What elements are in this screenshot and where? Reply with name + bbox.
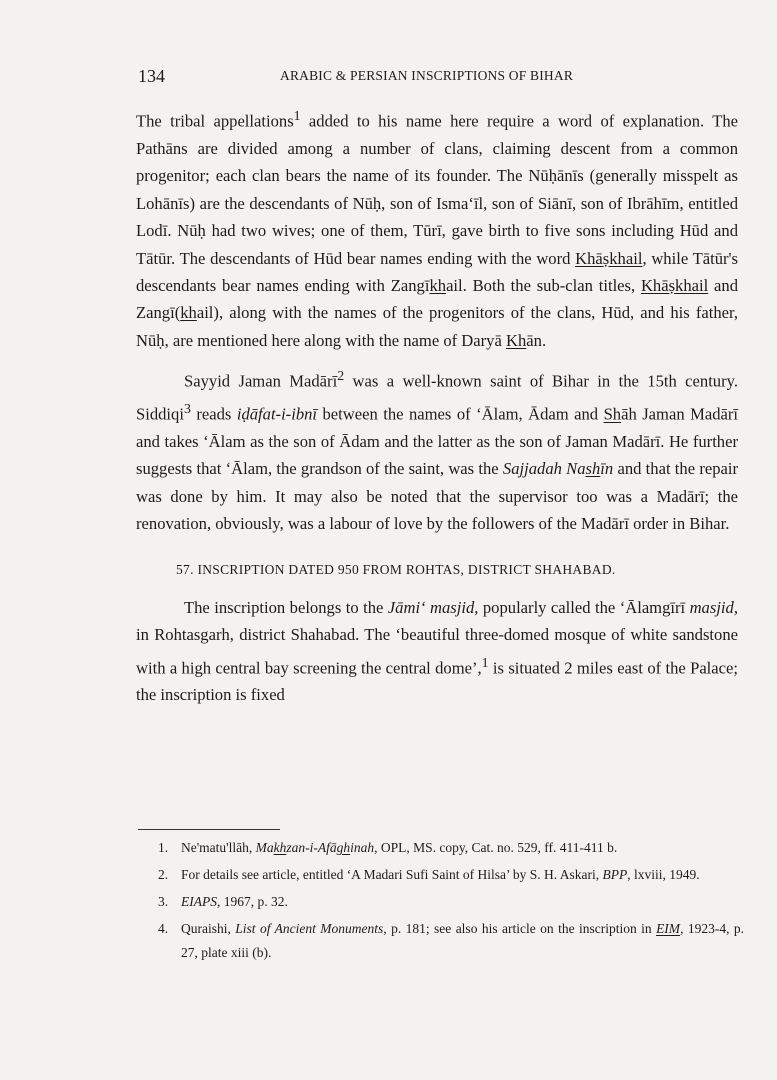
- transliteration: sh: [585, 459, 601, 479]
- footnote-ref: 3: [183, 401, 191, 417]
- footnote-ref: 2: [337, 368, 345, 384]
- italic-term: iḍāfat-i-ibnī: [236, 404, 318, 424]
- text-run: , 1967, p. 32.: [217, 894, 288, 909]
- page-number: 134: [138, 66, 165, 86]
- text-run: Ne'matu'llāh,: [181, 840, 256, 855]
- footnote-rule: [138, 829, 280, 830]
- text-run: For details see article, entitled ‘A Madari Sufi Saint of Hilsa’ by S. H. Askari,: [181, 867, 603, 882]
- page-header: [138, 64, 738, 88]
- text-run: ail), along with the names of the progenitors of the clans, Hūd, and his father, Nūḥ, are mentioned here along with the name of Daryā: [136, 303, 738, 350]
- transliteration: kh: [429, 275, 447, 295]
- text-run: , while Tātūr's descendants bear names ending with Zangī: [136, 248, 738, 295]
- italic-term: List of Ancient Monuments: [235, 921, 384, 936]
- footnote-4: [138, 917, 744, 965]
- paragraph-tribal-appellations: [136, 102, 738, 354]
- footnote-3: [138, 890, 744, 914]
- transliteration: gh: [336, 840, 351, 855]
- footnote-number: 2.: [158, 867, 169, 882]
- paragraph-inscription: [136, 594, 738, 709]
- text-run: in Rohtasgarh, district Shahabad. The ‘beautiful three-domed mosque of white sandstone with a high central bay screening the central dome’,: [136, 625, 738, 678]
- underlined-term: EIM: [656, 921, 681, 936]
- body-text: [136, 102, 738, 717]
- footnote-2: [138, 863, 744, 887]
- italic-term: EIAPS: [181, 894, 217, 909]
- paragraph-sayyid-jaman: [136, 362, 738, 538]
- text-run: was a well-known saint of Bihar in the 15th century. Siddiqi: [136, 371, 738, 424]
- text-run: āh Jaman Madārī and takes ‘Ālam as the son of Ādam and the latter as the son of Jaman Madārī. He further suggests that ‘Ālam, the grandson of the saint, was the: [136, 404, 738, 479]
- text-run: reads: [190, 404, 237, 424]
- transliteration: Kh: [506, 330, 527, 350]
- section-title: 57. INSCRIPTION DATED 950 FROM ROHTAS, DISTRICT SHAHABAD.: [176, 561, 616, 577]
- text-run: , 1923-4, p. 27, plate xiii (b).: [181, 921, 745, 960]
- text-run: Ma: [255, 840, 274, 855]
- italic-term: [256, 840, 375, 855]
- transliteration: Sh: [603, 404, 622, 424]
- text-run: zan-i-Afā: [286, 840, 337, 855]
- transliteration: kh: [273, 840, 287, 855]
- text-run: ail. Both the sub-clan titles,: [446, 275, 641, 295]
- footnote-1: [138, 836, 744, 860]
- italic-term: [656, 921, 680, 936]
- text-run: , p. 181; see also his article on the inscription in: [383, 921, 657, 936]
- footnote-ref: 1: [481, 654, 489, 670]
- italic-term: masjid,: [689, 597, 738, 617]
- italic-term: BPP: [602, 867, 628, 882]
- text-run: is situated 2 miles east of the Palace; the inscription is fixed: [136, 658, 738, 705]
- text-run: ān.: [526, 330, 547, 350]
- transliteration: Khāṣkhail: [640, 275, 709, 295]
- text-run: , OPL, MS. copy, Cat. no. 529, ff. 411-411 b.: [374, 840, 618, 855]
- text-run: Sajjadah Na: [502, 459, 586, 479]
- italic-term: Jāmi‘ masjid,: [387, 597, 479, 617]
- transliteration: Khāṣkhail: [575, 248, 643, 268]
- text-run: The tribal appellations: [136, 111, 294, 131]
- text-run: inah: [350, 840, 375, 855]
- text-run: added to his name here require a word of explanation. The Pathāns are divided among a number of clans, claiming descent from a common progenitor; each clan bears the name of its founder. The Nūḥānīs (generally misspelt as Lohānīs) are the descendants of Nūḥ, son of Isma‘īl, son of Siānī, son of Ibrāhīm, entitled Lodī. Nūḥ had two wives; one of them, Tūrī, gave birth to five sons including Hūd and Tātūr. The descendants of Hūd bear names ending with the word: [136, 111, 738, 268]
- footnote-number: 4.: [158, 921, 169, 936]
- footnotes: [138, 836, 744, 968]
- text-run: īn: [600, 459, 614, 479]
- text-run: Sayyid Jaman Madārī: [184, 371, 338, 391]
- footnote-number: 3.: [158, 894, 169, 909]
- text-run: , lxviii, 1949.: [627, 867, 700, 882]
- italic-term: [503, 459, 613, 478]
- text-run: and Zangī(: [136, 275, 739, 323]
- footnote-number: 1.: [158, 840, 169, 855]
- running-head: ARABIC & PERSIAN INSCRIPTIONS OF BIHAR: [280, 68, 574, 83]
- text-run: The inscription belongs to the: [184, 597, 388, 617]
- text-run: Quraishi,: [181, 921, 236, 936]
- text-run: and that the repair was done by him. It may also be noted that the supervisor too was a Madārī; the renovation, obviously, was a labour of love by the followers of the Madārī order in Bihar.: [136, 459, 739, 534]
- transliteration: kh: [180, 303, 197, 323]
- footnote-ref: 1: [293, 108, 301, 123]
- text-run: popularly called the ‘Ālamgīrī: [478, 597, 690, 617]
- text-run: between the names of ‘Ālam, Ādam and: [317, 404, 604, 424]
